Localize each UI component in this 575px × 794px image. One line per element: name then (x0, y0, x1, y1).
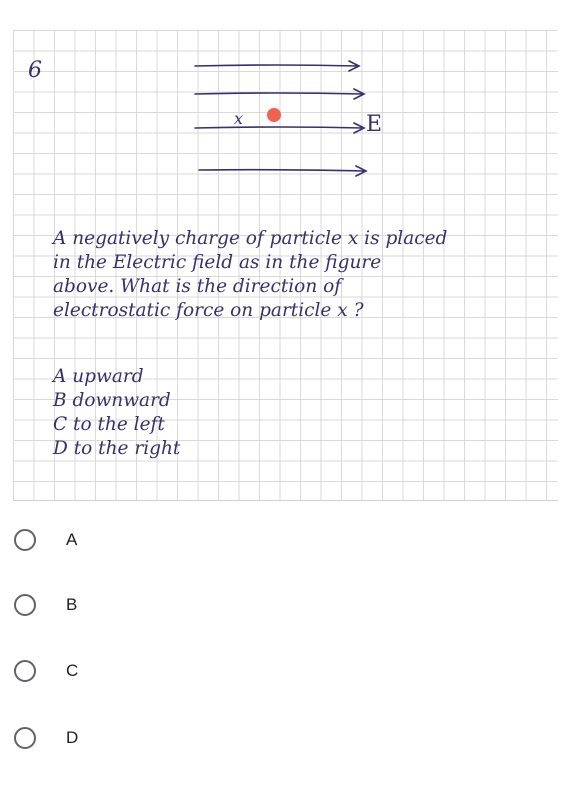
option-label: A (66, 530, 78, 549)
option-label: C (66, 661, 79, 680)
option-c[interactable] (14, 653, 78, 689)
option-label: D (66, 728, 79, 747)
option-b[interactable] (14, 587, 77, 623)
field-line-4 (199, 166, 366, 176)
question-text (53, 227, 558, 323)
field-label: E (366, 112, 383, 137)
question-line: electrostatic force on particle x ? (53, 300, 364, 321)
question-number: 6 (28, 58, 42, 83)
particle-label: x (234, 109, 244, 128)
field-line-2 (195, 89, 364, 99)
choice-line: D to the right (53, 438, 181, 459)
radio-button-icon[interactable] (14, 660, 36, 682)
option-a[interactable] (14, 522, 77, 558)
question-image (13, 30, 558, 501)
option-label: B (66, 595, 78, 614)
choices-text (53, 365, 180, 461)
particle-x (267, 108, 281, 122)
radio-button-icon[interactable] (14, 529, 36, 551)
electric-field-diagram (173, 52, 373, 192)
radio-button-icon[interactable] (14, 727, 36, 749)
question-line: A negatively charge of particle x is placed (53, 228, 448, 249)
choice-line: A upward (53, 366, 144, 387)
radio-button-icon[interactable] (14, 594, 36, 616)
field-line-1 (195, 61, 359, 71)
question-line: in the Electric field as in the figure (53, 252, 382, 273)
field-line-3 (195, 123, 364, 133)
choice-line: C to the left (53, 414, 165, 435)
option-d[interactable] (14, 720, 78, 756)
choice-line: B downward (53, 390, 171, 411)
question-line: above. What is the direction of (53, 276, 342, 297)
